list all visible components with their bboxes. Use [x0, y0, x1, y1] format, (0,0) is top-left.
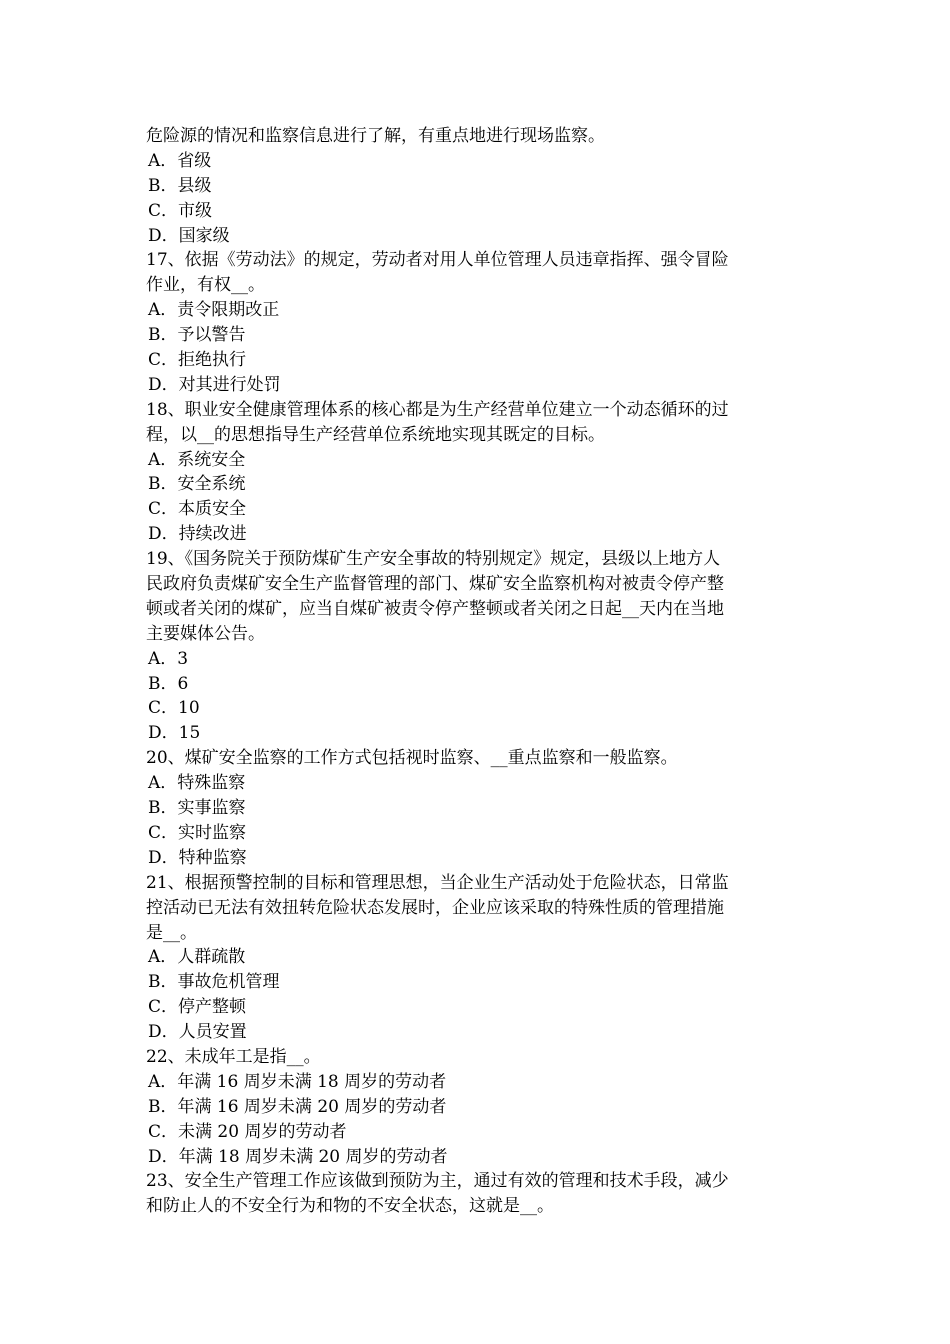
question-18-option-c: C．本质安全: [148, 499, 247, 520]
question-19: [146, 547, 816, 746]
question-20-option-a: A．特殊监察: [148, 773, 246, 794]
question-21-option-b: B．事故危机管理: [148, 972, 280, 993]
question-19-option-c: C．10: [148, 698, 200, 719]
question-17-option-c: C．拒绝执行: [148, 350, 247, 371]
question-19-text-line: 19、《国务院关于预防煤矿生产安全事故的特别规定》规定，县级以上地方人: [146, 549, 721, 570]
intro-text: 危险源的情况和监察信息进行了解，有重点地进行现场监察。: [146, 126, 605, 146]
question-22-option-c: C．未满 20 周岁的劳动者: [148, 1121, 347, 1142]
question-18-option-b: B．安全系统: [148, 474, 246, 495]
question-18-option-d: D．持续改进: [148, 524, 247, 545]
question-23: [146, 1169, 816, 1219]
question-20-option-d: D．特种监察: [148, 847, 247, 868]
question-19-text-line: 顿或者关闭的煤矿，应当自煤矿被责令停产整顿或者关闭之日起__天内在当地: [146, 598, 724, 619]
question-21: [146, 871, 816, 1045]
question-17-option-d: D．对其进行处罚: [148, 374, 281, 395]
question-20-option-c: C．实时监察: [148, 822, 247, 843]
question-17-option-b: B．予以警告: [148, 325, 246, 346]
question-21-text-line: 21、根据预警控制的目标和管理思想，当企业生产活动处于危险状态，日常监: [146, 872, 729, 893]
intro-option-c: C．市级: [148, 200, 213, 221]
intro-option-b: B．县级: [148, 175, 212, 196]
question-19-option-b: B．6: [148, 673, 189, 694]
question-22: [146, 1045, 816, 1169]
question-18-text-line: 程，以__的思想指导生产经营单位系统地实现其既定的目标。: [146, 424, 605, 445]
question-18: [146, 398, 816, 547]
question-21-option-c: C．停产整顿: [148, 997, 247, 1018]
question-18-text-line: 18、职业安全健康管理体系的核心都是为生产经营单位建立一个动态循环的过: [146, 399, 729, 420]
question-22-text-line: 22、未成年工是指__。: [146, 1046, 321, 1067]
question-21-option-d: D．人员安置: [148, 1022, 247, 1043]
question-20-option-b: B．实事监察: [148, 798, 246, 819]
question-21-text-line: 控活动已无法有效扭转危险状态发展时，企业应该采取的特殊性质的管理措施: [146, 897, 724, 918]
question-17: [146, 248, 816, 397]
question-19-text-line: 民政府负责煤矿安全生产监督管理的部门、煤矿安全监察机构对被责令停产整: [146, 574, 724, 595]
document-page: [146, 124, 816, 1219]
question-19-option-d: D．15: [148, 723, 201, 744]
question-19-text-line: 主要媒体公告。: [146, 623, 265, 644]
question-22-option-a: A．年满 16 周岁未满 18 周岁的劳动者: [148, 1071, 447, 1092]
question-18-option-a: A．系统安全: [148, 449, 246, 470]
question-17-text-line: 作业，有权__。: [146, 275, 265, 296]
question-22-option-b: B．年满 16 周岁未满 20 周岁的劳动者: [148, 1096, 447, 1117]
question-17-option-a: A．责令限期改正: [148, 300, 280, 321]
question-20: [146, 746, 816, 870]
question-23-text-line: 和防止人的不安全行为和物的不安全状态，这就是__。: [146, 1196, 554, 1217]
question-21-text-line: 是__。: [146, 922, 197, 943]
question-19-option-a: A．3: [148, 648, 189, 669]
question-21-option-a: A．人群疏散: [148, 947, 246, 968]
question-17-text-line: 17、依据《劳动法》的规定，劳动者对用人单位管理人员违章指挥、强令冒险: [146, 250, 729, 271]
intro-option-a: A．省级: [148, 150, 212, 171]
intro-option-d: D．国家级: [148, 225, 230, 246]
question-22-option-d: D．年满 18 周岁未满 20 周岁的劳动者: [148, 1146, 448, 1167]
question-20-text-line: 20、煤矿安全监察的工作方式包括视时监察、__重点监察和一般监察。: [146, 748, 678, 769]
question-23-text-line: 23、安全生产管理工作应该做到预防为主，通过有效的管理和技术手段，减少: [146, 1171, 729, 1192]
